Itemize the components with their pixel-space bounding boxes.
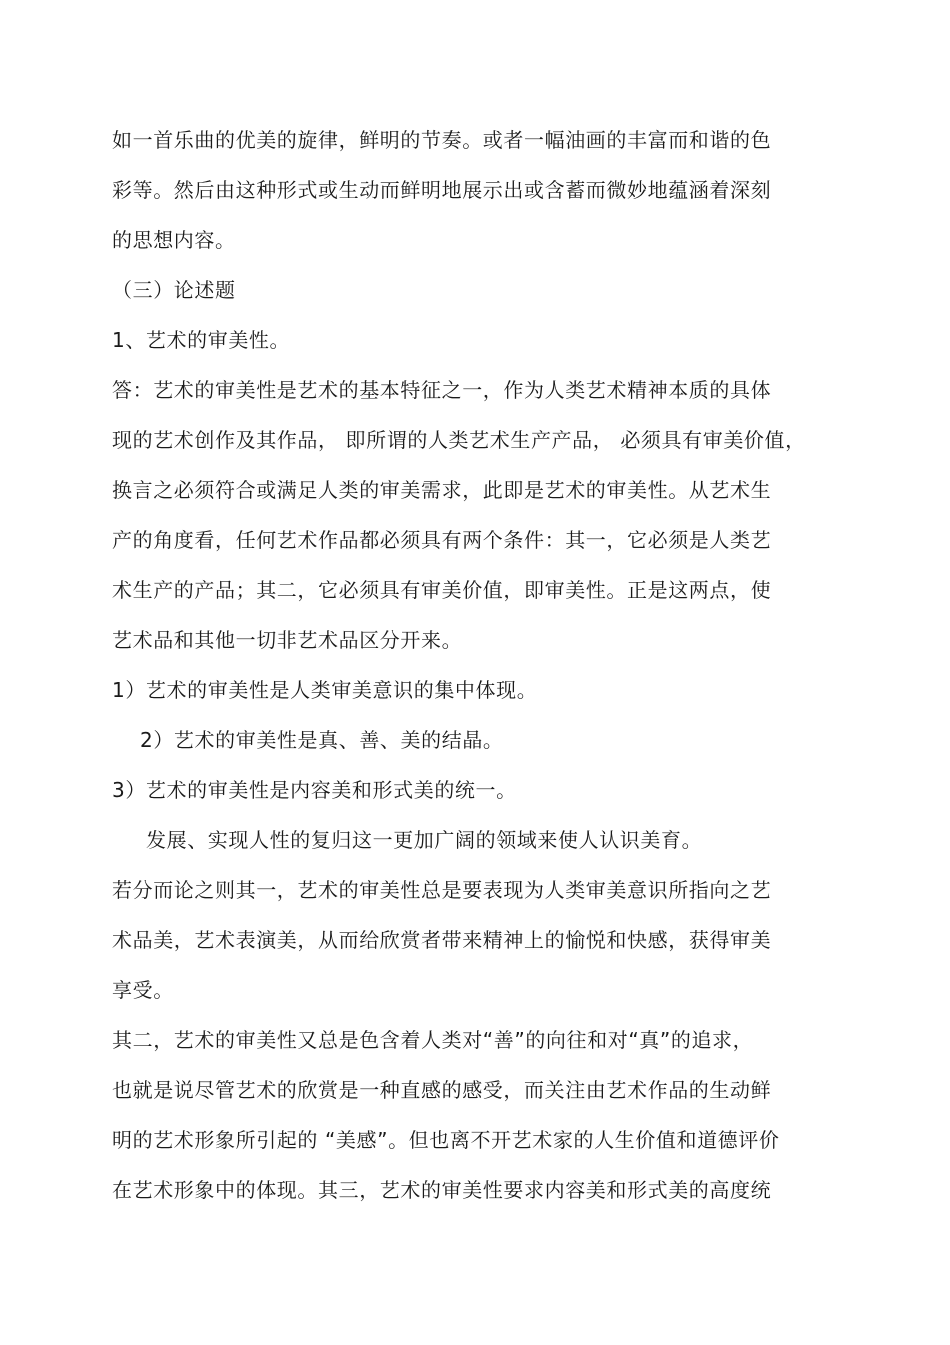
text-line: 术品美，艺术表演美，从而给欣赏者带来精神上的愉悦和快感，获得审美 bbox=[112, 928, 772, 952]
text-line: 其二，艺术的审美性又总是色含着人类对“善”的向往和对“真”的追求， bbox=[112, 1028, 754, 1052]
text-line: 如一首乐曲的优美的旋律，鲜明的节奏。或者一幅油画的丰富而和谐的色 bbox=[112, 128, 772, 152]
text-line: 答：艺术的审美性是艺术的基本特征之一，作为人类艺术精神本质的具体 bbox=[112, 378, 772, 402]
section-heading: （三）论述题 bbox=[112, 278, 236, 302]
text-line: 明的艺术形象所引起的 “美感”。但也离不开艺术家的人生价值和道德评价 bbox=[112, 1128, 780, 1152]
list-item: 2）艺术的审美性是真、善、美的结晶。 bbox=[140, 728, 504, 752]
list-item: 1）艺术的审美性是人类审美意识的集中体现。 bbox=[112, 678, 538, 702]
text-line: 产的角度看，任何艺术作品都必须具有两个条件：其一，它必须是人类艺 bbox=[112, 528, 772, 552]
text-line: 发展、实现人性的复归这一更加广阔的领域来使人认识美育。 bbox=[146, 828, 703, 852]
text-line: 在艺术形象中的体现。其三，艺术的审美性要求内容美和形式美的高度统 bbox=[112, 1178, 772, 1202]
text-line: 的思想内容。 bbox=[112, 228, 236, 252]
question-title: 1、艺术的审美性。 bbox=[112, 328, 291, 352]
text-line: 享受。 bbox=[112, 978, 174, 1002]
text-line: 艺术品和其他一切非艺术品区分开来。 bbox=[112, 628, 463, 652]
text-line: 彩等。然后由这种形式或生动而鲜明地展示出或含蓄而微妙地蕴涵着深刻 bbox=[112, 178, 772, 202]
text-line: 若分而论之则其一，艺术的审美性总是要表现为人类审美意识所指向之艺 bbox=[112, 878, 772, 902]
list-item: 3）艺术的审美性是内容美和形式美的统一。 bbox=[112, 778, 517, 802]
text-line: 也就是说尽管艺术的欣赏是一种直感的感受，而关注由艺术作品的生动鲜 bbox=[112, 1078, 772, 1102]
text-line: 现的艺术创作及其作品， 即所谓的人类艺术生产产品， 必须具有审美价值， bbox=[112, 428, 806, 452]
text-line: 换言之必须符合或满足人类的审美需求，此即是艺术的审美性。从艺术生 bbox=[112, 478, 772, 502]
text-line: 术生产的产品；其二，它必须具有审美价值，即审美性。正是这两点，使 bbox=[112, 578, 772, 602]
